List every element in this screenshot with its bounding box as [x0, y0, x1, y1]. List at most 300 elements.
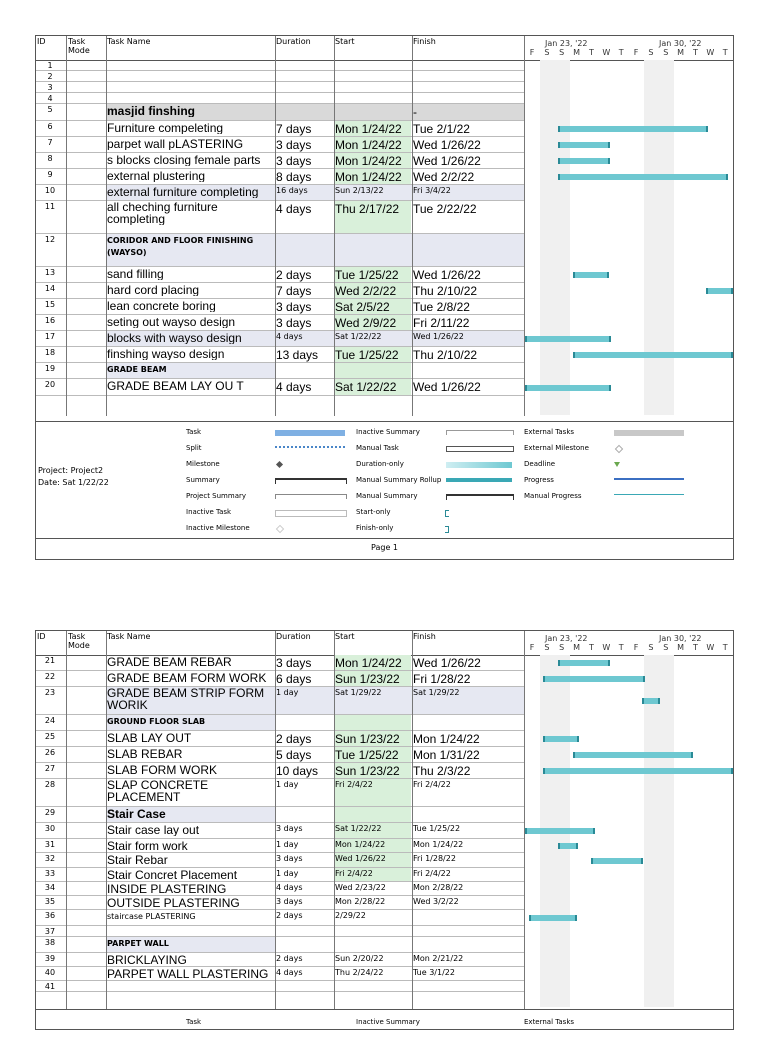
task-name: Stair form work	[107, 840, 188, 852]
task-duration: 3 days	[276, 854, 303, 863]
task-duration: 2 days	[276, 954, 303, 963]
gantt-task-bar[interactable]	[558, 843, 578, 849]
task-start: Sat 1/22/22	[335, 824, 382, 833]
column-divider	[106, 36, 107, 416]
gantt-task-bar[interactable]	[573, 752, 693, 758]
task-start: Thu 2/17/22	[335, 202, 400, 216]
table-row[interactable]	[36, 953, 524, 967]
task-start: 2/29/22	[335, 911, 366, 920]
task-name: PARPET WALL PLASTERING	[107, 968, 269, 980]
task-finish: Fri 1/28/22	[413, 854, 456, 863]
task-id: 6	[47, 122, 53, 131]
timescale-days	[525, 48, 733, 58]
table-row[interactable]	[36, 868, 524, 882]
legend-swatch	[275, 494, 347, 499]
table-row[interactable]	[36, 121, 524, 137]
start-column-highlight	[334, 715, 411, 730]
header-finish: Finish	[413, 632, 436, 641]
task-id: 40	[44, 968, 56, 977]
task-finish: Fri 2/4/22	[413, 780, 451, 789]
timescale-day: S	[544, 48, 550, 57]
task-id: 33	[44, 869, 56, 878]
table-row[interactable]	[36, 937, 524, 953]
task-name: SLAB REBAR	[107, 748, 183, 760]
task-start: Sun 1/23/22	[335, 672, 400, 686]
table-row[interactable]	[36, 331, 524, 347]
table-row[interactable]	[36, 926, 524, 937]
legend-cut-external: External Tasks	[524, 1018, 575, 1026]
task-finish: Tue 2/22/22	[413, 202, 477, 216]
timescale-day: W	[602, 643, 611, 652]
legend-swatch	[276, 525, 284, 533]
task-id: 5	[47, 105, 53, 114]
task-name: GROUND FLOOR SLAB	[107, 717, 206, 726]
table-row[interactable]	[36, 104, 524, 121]
gantt-task-bar[interactable]	[591, 858, 643, 864]
task-id: 26	[44, 748, 56, 757]
task-start: Sat 1/29/22	[335, 688, 382, 697]
task-finish: Tue 3/1/22	[413, 968, 455, 977]
gantt-task-bar[interactable]	[558, 142, 610, 148]
legend-label: Progress	[524, 476, 554, 484]
task-start: Fri 2/4/22	[335, 869, 373, 878]
timescale-day: M	[677, 48, 685, 57]
weekend-shading	[540, 60, 570, 415]
task-finish: Mon 1/31/22	[413, 748, 480, 762]
task-id: 34	[44, 883, 56, 892]
task-name: parpet wall pLASTERING	[107, 138, 244, 150]
task-start: Thu 2/24/22	[335, 968, 384, 977]
task-duration: 1 day	[276, 869, 299, 878]
legend-label: Manual Progress	[524, 492, 582, 500]
task-id: 39	[44, 954, 56, 963]
table-row[interactable]	[36, 71, 524, 82]
task-name: CORIDOR AND FLOOR FINISHING (WAYSO)	[107, 236, 254, 257]
task-id: 12	[44, 235, 56, 244]
header-task-name: Task Name	[107, 37, 151, 46]
task-duration: 7 days	[276, 122, 312, 136]
task-id: 35	[44, 897, 56, 906]
task-finish: Wed 1/26/22	[413, 656, 481, 670]
task-id: 13	[44, 268, 56, 277]
task-start: Sun 1/23/22	[335, 764, 400, 778]
task-duration: 3 days	[276, 300, 312, 314]
legend-label: Manual Summary	[356, 492, 418, 500]
legend-label: Milestone	[186, 460, 220, 468]
table-row[interactable]	[36, 137, 524, 153]
timescale-week-1: Jan 23, '22	[545, 634, 588, 643]
task-name: INSIDE PLASTERING	[107, 883, 227, 895]
legend-label: Manual Summary Rollup	[356, 476, 442, 484]
weekend-shading	[644, 60, 674, 415]
task-finish: Tue 2/1/22	[413, 122, 470, 136]
gantt-task-bar[interactable]	[525, 336, 611, 342]
task-finish: Thu 2/10/22	[413, 284, 478, 298]
header-task-mode: Task Mode	[68, 37, 90, 55]
legend-swatch	[275, 510, 347, 517]
task-duration: 2 days	[276, 268, 312, 282]
gantt-task-bar[interactable]	[706, 288, 733, 294]
column-divider	[524, 631, 525, 1009]
gantt-task-bar[interactable]	[543, 768, 733, 774]
column-divider	[106, 631, 107, 1009]
timescale-week-2: Jan 30, '22	[659, 39, 702, 48]
gantt-task-bar[interactable]	[558, 158, 610, 164]
task-name: Stair Concret Placement	[107, 869, 238, 881]
task-id: 24	[44, 716, 56, 725]
timescale-day: T	[722, 48, 728, 57]
timescale-day: M	[573, 48, 581, 57]
task-name: GRADE BEAM LAY OU T	[107, 380, 244, 392]
timescale-day: F	[529, 48, 535, 57]
table-row[interactable]	[36, 896, 524, 910]
table-row[interactable]	[36, 655, 524, 671]
task-name: GRADE BEAM FORM WORK	[107, 672, 267, 684]
table-row[interactable]	[36, 967, 524, 981]
task-start: Fri 2/4/22	[335, 780, 373, 789]
table-row[interactable]	[36, 60, 524, 71]
gantt-task-bar[interactable]	[529, 915, 577, 921]
timescale-day: S	[648, 643, 654, 652]
task-finish: Wed 1/26/22	[413, 154, 481, 168]
legend-label: Inactive Milestone	[186, 524, 250, 532]
task-name: seting out wayso design	[107, 316, 236, 328]
task-finish: Fri 2/4/22	[413, 869, 451, 878]
task-finish: Wed 1/26/22	[413, 332, 464, 341]
task-finish: -	[413, 105, 417, 119]
column-divider	[334, 36, 335, 416]
task-id: 3	[47, 83, 53, 92]
gantt-task-bar[interactable]	[525, 828, 595, 834]
table-row[interactable]	[36, 363, 524, 379]
task-name: GRADE BEAM STRIP FORM WORIK	[107, 687, 265, 711]
task-name: OUTSIDE PLASTERING	[107, 897, 240, 909]
gantt-task-bar[interactable]	[543, 676, 645, 682]
project-name: Project: Project2	[38, 466, 104, 475]
task-id: 31	[44, 840, 56, 849]
task-duration: 1 day	[276, 840, 299, 849]
task-start: Sun 2/20/22	[335, 954, 384, 963]
task-id: 10	[44, 186, 56, 195]
header-finish: Finish	[413, 37, 436, 46]
legend-cut-inactive: Inactive Summary	[356, 1018, 420, 1026]
task-finish: Wed 3/2/22	[413, 897, 459, 906]
table-row[interactable]	[36, 882, 524, 896]
header-duration: Duration	[276, 632, 311, 641]
task-duration: 8 days	[276, 170, 312, 184]
task-id: 38	[44, 938, 56, 947]
table-row[interactable]	[36, 763, 524, 779]
legend-swatch	[445, 510, 449, 517]
task-start: Wed 1/26/22	[335, 854, 386, 863]
task-finish: Mon 2/21/22	[413, 954, 464, 963]
legend-swatch	[445, 526, 449, 533]
task-duration: 3 days	[276, 656, 312, 670]
legend-label: Deadline	[524, 460, 556, 468]
task-name: GRADE BEAM REBAR	[107, 656, 232, 668]
table-row[interactable]	[36, 807, 524, 823]
gantt-task-bar[interactable]	[573, 352, 733, 358]
table-row[interactable]	[36, 823, 524, 839]
timescale-day: S	[663, 48, 669, 57]
column-divider	[412, 36, 413, 416]
task-start: Mon 1/24/22	[335, 138, 402, 152]
legend-swatch	[615, 445, 623, 453]
legend-swatch	[276, 461, 283, 468]
task-name: Stair Case	[107, 808, 166, 820]
task-id: 2	[47, 72, 53, 81]
task-duration: 3 days	[276, 154, 312, 168]
task-name: SLAP CONCRETE PLACEMENT	[107, 779, 209, 803]
task-id: 11	[44, 202, 56, 211]
task-id: 30	[44, 824, 56, 833]
table-row[interactable]	[36, 687, 524, 715]
column-divider	[334, 631, 335, 1009]
task-id: 19	[44, 364, 56, 373]
legend-swatch	[614, 462, 620, 467]
table-row[interactable]	[36, 267, 524, 283]
table-row[interactable]	[36, 747, 524, 763]
gantt-task-bar[interactable]	[558, 660, 610, 666]
table-row[interactable]	[36, 981, 524, 992]
print-page-2	[35, 630, 734, 1030]
legend-swatch	[275, 478, 347, 484]
task-duration: 4 days	[276, 332, 303, 341]
legend-swatch	[446, 494, 514, 500]
column-divider	[275, 631, 276, 1009]
timescale-day: S	[559, 48, 565, 57]
task-name: PARPET WALL	[107, 939, 169, 948]
table-row[interactable]	[36, 347, 524, 363]
legend-label: Summary	[186, 476, 220, 484]
timescale-day: T	[693, 48, 698, 57]
timescale-day: S	[559, 643, 565, 652]
task-id: 7	[47, 138, 53, 147]
timescale-week-1: Jan 23, '22	[545, 39, 588, 48]
task-finish: Mon 1/24/22	[413, 732, 480, 746]
task-finish: Thu 2/10/22	[413, 348, 478, 362]
table-row[interactable]	[36, 299, 524, 315]
task-name: Stair Rebar	[107, 854, 168, 866]
task-id: 20	[44, 380, 56, 389]
column-divider	[412, 631, 413, 1009]
print-page-1	[35, 35, 734, 560]
task-start: Mon 1/24/22	[335, 840, 386, 849]
table-row[interactable]	[36, 910, 524, 926]
task-name: SLAB FORM WORK	[107, 764, 218, 776]
legend-swatch	[275, 430, 345, 436]
column-header-row	[36, 36, 733, 61]
project-date: Date: Sat 1/22/22	[38, 478, 109, 487]
task-id: 18	[44, 348, 56, 357]
gantt-task-bar[interactable]	[558, 126, 708, 132]
table-row[interactable]	[36, 779, 524, 807]
legend-box-cut	[36, 1009, 733, 1040]
weekend-shading	[644, 655, 674, 1007]
task-finish: Fri 2/11/22	[413, 316, 470, 330]
task-start: Mon 1/24/22	[335, 122, 402, 136]
table-row[interactable]	[36, 234, 524, 267]
task-name: Furniture compeleting	[107, 122, 224, 134]
timescale-day: T	[618, 48, 624, 57]
task-name: staircase PLASTERING	[107, 912, 196, 921]
legend-swatch	[614, 478, 684, 480]
task-start: Sat 2/5/22	[335, 300, 390, 314]
task-duration: 4 days	[276, 202, 312, 216]
task-duration: 1 day	[276, 780, 299, 789]
task-id: 1	[47, 61, 53, 70]
task-finish: Thu 2/3/22	[413, 764, 471, 778]
task-start: Wed 2/2/22	[335, 284, 397, 298]
task-duration: 3 days	[276, 138, 312, 152]
legend-label: Start-only	[356, 508, 391, 516]
task-finish: Wed 1/26/22	[413, 380, 481, 394]
task-start: Sat 1/22/22	[335, 380, 397, 394]
table-row[interactable]	[36, 93, 524, 104]
task-name: s blocks closing female parts	[107, 154, 261, 166]
task-name: sand filling	[107, 268, 164, 280]
task-duration: 3 days	[276, 316, 312, 330]
task-id: 28	[44, 780, 56, 789]
timescale-day: F	[633, 48, 639, 57]
legend-swatch	[614, 494, 684, 495]
timescale-day: W	[602, 48, 611, 57]
task-duration: 13 days	[276, 348, 319, 362]
task-start: Mon 1/24/22	[335, 170, 402, 184]
table-row[interactable]	[36, 283, 524, 299]
table-row[interactable]	[36, 185, 524, 201]
start-column-highlight	[334, 363, 411, 378]
task-duration: 6 days	[276, 672, 312, 686]
legend-label: Project Summary	[186, 492, 247, 500]
header-id: ID	[37, 37, 46, 46]
task-finish: Sat 1/29/22	[413, 688, 460, 697]
table-row[interactable]	[36, 715, 524, 731]
legend-label: Duration-only	[356, 460, 404, 468]
legend-swatch	[446, 478, 512, 482]
gantt-task-bar[interactable]	[573, 272, 609, 278]
task-duration: 3 days	[276, 897, 303, 906]
timescale-day: T	[693, 643, 698, 652]
header-task-mode: Task Mode	[68, 632, 90, 650]
table-row[interactable]	[36, 379, 524, 396]
table-row[interactable]	[36, 839, 524, 853]
task-start: Sat 1/22/22	[335, 332, 382, 341]
gantt-task-bar[interactable]	[558, 174, 728, 180]
timescale-day: F	[529, 643, 535, 652]
task-id: 8	[47, 154, 53, 163]
legend-swatch	[446, 446, 514, 452]
task-name: external furniture completing	[107, 186, 259, 198]
legend-cut-task: Task	[186, 1018, 202, 1026]
task-duration: 10 days	[276, 764, 319, 778]
gantt-task-bar[interactable]	[642, 698, 660, 704]
timescale-day: T	[722, 643, 728, 652]
timescale-week-2: Jan 30, '22	[659, 634, 702, 643]
legend-label: Split	[186, 444, 202, 452]
legend-swatch	[446, 462, 512, 468]
header-id: ID	[37, 632, 46, 641]
task-id: 9	[47, 170, 53, 179]
table-row[interactable]	[36, 731, 524, 747]
task-id: 14	[44, 284, 56, 293]
timescale-day: S	[544, 643, 550, 652]
header-task-name: Task Name	[107, 632, 151, 641]
task-finish: Mon 1/24/22	[413, 840, 464, 849]
timescale-day: T	[618, 643, 624, 652]
task-id: 32	[44, 854, 56, 863]
column-divider	[66, 36, 67, 416]
task-id: 36	[44, 911, 56, 920]
timescale-day: S	[663, 643, 669, 652]
start-column-highlight	[334, 807, 411, 822]
task-duration: 7 days	[276, 284, 312, 298]
task-name: all cheching furniture completing	[107, 201, 218, 225]
legend-label: Finish-only	[356, 524, 394, 532]
task-finish: Tue 1/25/22	[413, 824, 461, 833]
table-row[interactable]	[36, 169, 524, 185]
task-duration: 2 days	[276, 911, 303, 920]
legend-swatch	[614, 430, 684, 436]
timescale-day: M	[677, 643, 685, 652]
task-start: Sun 2/13/22	[335, 186, 384, 195]
task-name: finshing wayso design	[107, 348, 225, 360]
task-start: Mon 1/24/22	[335, 154, 402, 168]
task-duration: 16 days	[276, 186, 308, 195]
gantt-chart	[525, 60, 733, 415]
table-row[interactable]	[36, 82, 524, 93]
task-start: Tue 1/25/22	[335, 348, 399, 362]
task-id: 23	[44, 688, 56, 697]
task-finish: Wed 2/2/22	[413, 170, 475, 184]
table-row[interactable]	[36, 315, 524, 331]
task-id: 16	[44, 316, 56, 325]
legend-label: Inactive Task	[186, 508, 232, 516]
column-divider	[275, 36, 276, 416]
timescale-day: T	[588, 48, 594, 57]
header-start: Start	[335, 37, 355, 46]
task-id: 15	[44, 300, 56, 309]
task-id: 25	[44, 732, 56, 741]
task-finish: Mon 2/28/22	[413, 883, 464, 892]
task-finish: Wed 1/26/22	[413, 268, 481, 282]
timescale-days	[525, 643, 733, 653]
header-duration: Duration	[276, 37, 311, 46]
task-duration: 2 days	[276, 732, 312, 746]
header-start: Start	[335, 632, 355, 641]
gantt-task-bar[interactable]	[543, 736, 579, 742]
gantt-chart	[525, 655, 733, 1007]
table-row[interactable]	[36, 853, 524, 868]
timescale-day: F	[633, 643, 639, 652]
timescale-day: M	[573, 643, 581, 652]
task-start: Mon 1/24/22	[335, 656, 402, 670]
table-row[interactable]	[36, 153, 524, 169]
task-id: 21	[44, 656, 56, 665]
task-id: 22	[44, 672, 56, 681]
column-header-row	[36, 631, 733, 656]
task-name: Stair case lay out	[107, 824, 200, 836]
task-start: Tue 1/25/22	[335, 748, 399, 762]
legend-label: External Tasks	[524, 428, 575, 436]
table-row[interactable]	[36, 201, 524, 234]
timescale-day: W	[706, 48, 715, 57]
task-name: BRICKLAYING	[107, 954, 187, 966]
gantt-task-bar[interactable]	[525, 385, 611, 391]
legend-label: External Milestone	[524, 444, 589, 452]
table-row[interactable]	[36, 671, 524, 687]
task-duration: 4 days	[276, 380, 312, 394]
